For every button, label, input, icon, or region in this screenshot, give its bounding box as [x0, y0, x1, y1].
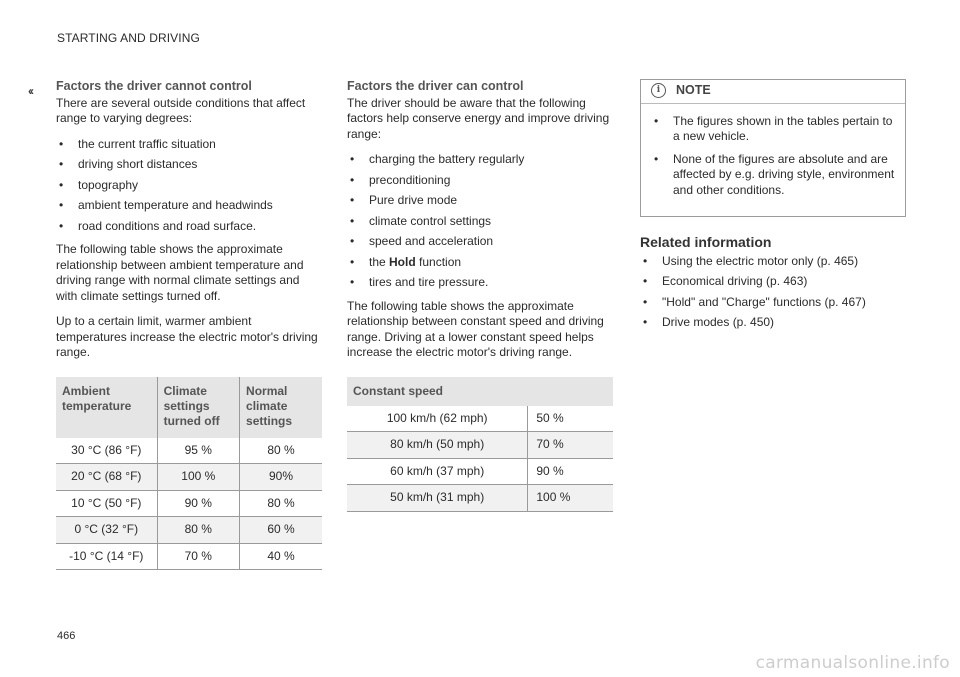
- related-link[interactable]: • Drive modes (p. 450): [640, 315, 906, 331]
- list-item: • ambient temperature and headwinds: [56, 198, 322, 214]
- section-heading-can-control: Factors the driver can control: [347, 79, 524, 93]
- temperature-table-intro: The following table shows the approximate relationship between ambient temperature and driving range with normal climate settings and with climate settings turned off.: [56, 242, 304, 303]
- list-item: • None of the figures are absolute and are affected by e.g. driving style, environment and other conditions.: [651, 152, 895, 199]
- hold-keyword: Hold: [389, 254, 416, 269]
- list-item: • road conditions and road surface.: [56, 219, 322, 235]
- list-item: • tires and tire pressure.: [347, 275, 613, 291]
- warmer-temperature-note: Up to a certain limit, warmer ambient temperatures increase the electric motor's driving range.: [56, 314, 318, 359]
- list-item: • topography: [56, 178, 322, 194]
- table-cell: 30 °C (86 °F): [56, 438, 157, 464]
- uncontrollable-factors-list: [56, 137, 322, 235]
- note-title: NOTE: [676, 83, 711, 97]
- column-header: Ambient temperature: [56, 377, 157, 438]
- table-cell: 40 %: [240, 543, 322, 570]
- related-information-heading: Related information: [640, 234, 772, 250]
- section-heading-cannot-control: Factors the driver cannot control: [56, 79, 252, 93]
- table-row: [347, 485, 613, 512]
- table-row: [56, 490, 322, 517]
- hold-suffix: function: [415, 254, 462, 269]
- table-row: [347, 458, 613, 485]
- temperature-range-table: [56, 377, 322, 571]
- table-cell: 95 %: [157, 438, 239, 464]
- table-cell: 50 km/h (31 mph): [347, 485, 528, 512]
- speed-table-intro: The following table shows the approximate relationship between constant speed and driving range. Driving at a lower constant speed helps increase the electric motor's driving range.: [347, 298, 604, 359]
- list-item-hold-function: [347, 255, 613, 271]
- info-circle-icon: i: [651, 83, 666, 98]
- table-header-row: [347, 377, 613, 406]
- table-row: [347, 432, 613, 459]
- table-cell: 60 %: [240, 517, 322, 544]
- note-list: [651, 114, 895, 199]
- table-cell: 90 %: [157, 490, 239, 517]
- table-header-row: [56, 377, 322, 438]
- list-item: • The figures shown in the tables pertain to a new vehicle.: [651, 114, 895, 145]
- note-box: [640, 79, 906, 217]
- list-item: • preconditioning: [347, 173, 613, 189]
- table-cell: 70 %: [157, 543, 239, 570]
- list-item: • charging the battery regularly: [347, 152, 613, 168]
- table-cell: 80 %: [240, 490, 322, 517]
- table-cell: 90%: [240, 464, 322, 491]
- left-column: [56, 79, 322, 570]
- column-header: Climate settings turned off: [157, 377, 239, 438]
- column-header: Normal climate settings: [240, 377, 322, 438]
- table-row: [347, 406, 613, 432]
- speed-range-table: [347, 377, 613, 512]
- column-header: Constant speed: [347, 377, 613, 406]
- table-cell: 80 km/h (50 mph): [347, 432, 528, 459]
- middle-column: [347, 79, 613, 512]
- list-item: • Pure drive mode: [347, 193, 613, 209]
- table-cell: 0 °C (32 °F): [56, 517, 157, 544]
- table-cell: 80 %: [240, 438, 322, 464]
- table-row: [56, 543, 322, 570]
- continued-from-previous-icon: ‹‹: [28, 84, 32, 98]
- intro-paragraph: The driver should be aware that the following factors help conserve energy and improve driving range:: [347, 95, 610, 141]
- related-link[interactable]: • Economical driving (p. 463): [640, 274, 906, 290]
- table-cell: 70 %: [528, 432, 613, 459]
- intro-paragraph: There are several outside conditions that affect range to varying degrees:: [56, 95, 306, 125]
- list-item: • speed and acceleration: [347, 234, 613, 250]
- table-cell: 20 °C (68 °F): [56, 464, 157, 491]
- related-link[interactable]: • "Hold" and "Charge" functions (p. 467): [640, 295, 906, 311]
- table-cell: 100 %: [157, 464, 239, 491]
- table-cell: 100 km/h (62 mph): [347, 406, 528, 432]
- table-cell: 60 km/h (37 mph): [347, 458, 528, 485]
- table-row: [56, 438, 322, 464]
- controllable-factors-list: [347, 152, 613, 291]
- table-row: [56, 464, 322, 491]
- related-links-list: [640, 254, 906, 331]
- page-number: 466: [57, 630, 76, 642]
- table-cell: 10 °C (50 °F): [56, 490, 157, 517]
- table-cell: 80 %: [157, 517, 239, 544]
- table-cell: 50 %: [528, 406, 613, 432]
- list-item: • driving short distances: [56, 157, 322, 173]
- right-column: [640, 79, 906, 339]
- list-item: • climate control settings: [347, 214, 613, 230]
- table-cell: -10 °C (14 °F): [56, 543, 157, 570]
- table-cell: 100 %: [528, 485, 613, 512]
- hold-prefix: the: [369, 254, 390, 269]
- watermark: carmanualsonline.info: [755, 653, 950, 673]
- related-link[interactable]: • Using the electric motor only (p. 465): [640, 254, 906, 270]
- page-header-title: STARTING AND DRIVING: [57, 31, 200, 45]
- list-item: • the current traffic situation: [56, 137, 322, 153]
- table-row: [56, 517, 322, 544]
- note-header: [641, 80, 905, 104]
- table-cell: 90 %: [528, 458, 613, 485]
